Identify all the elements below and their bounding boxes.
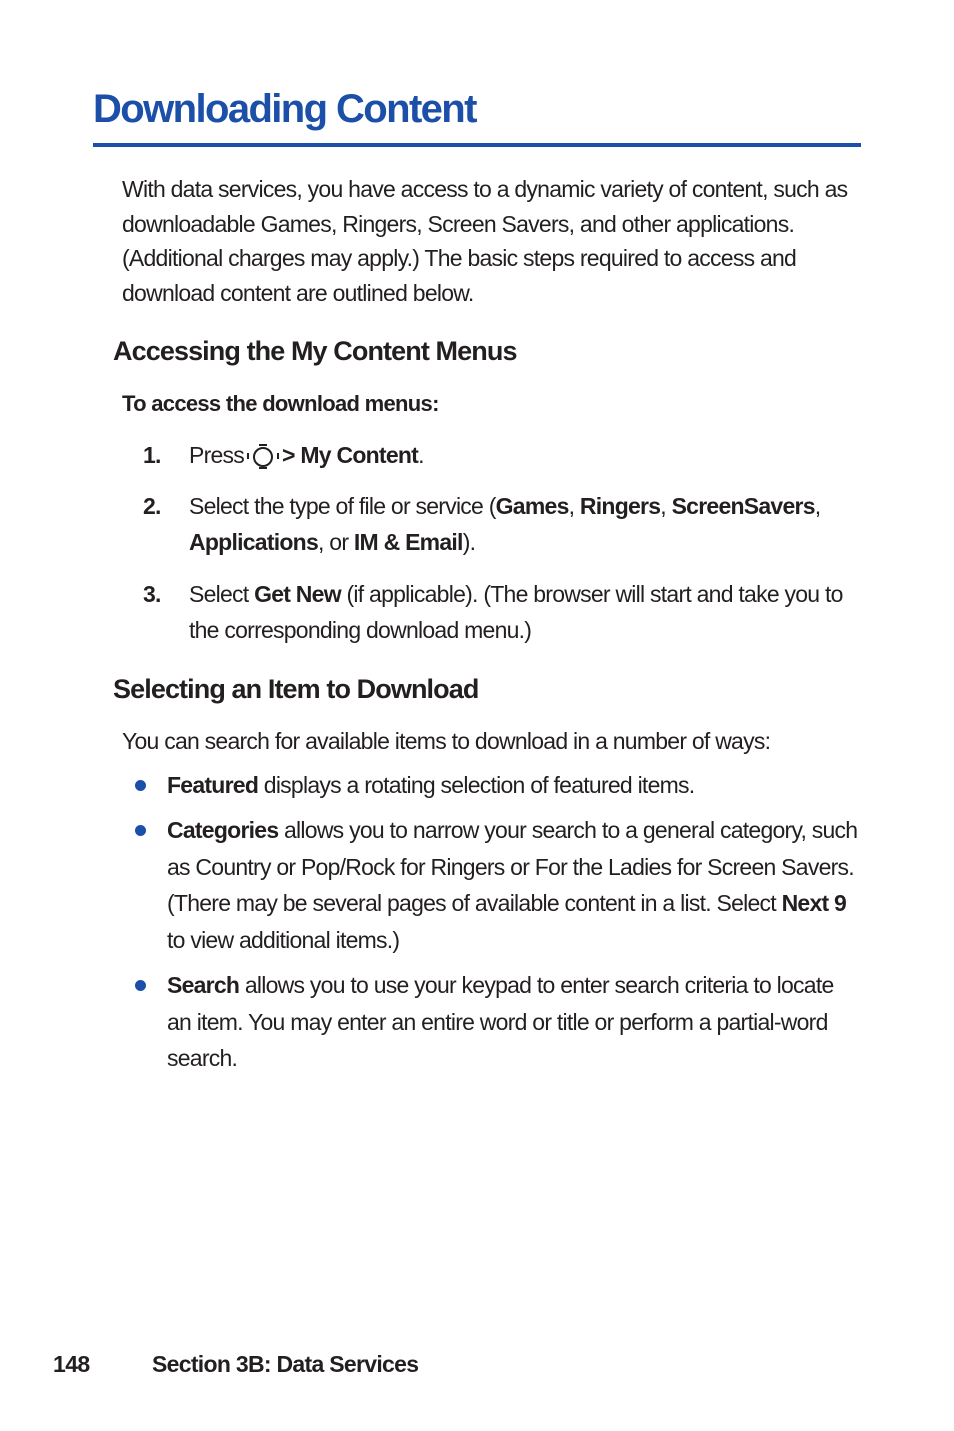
title-divider bbox=[93, 143, 861, 147]
step-number: 2. bbox=[143, 493, 161, 519]
step-text-part: (if applicable). (The browser will start and take you to the corresponding download menu.) bbox=[189, 581, 843, 643]
bullet-desc: displays a rotating selection of featured items. bbox=[258, 772, 695, 798]
step-1 bbox=[143, 437, 863, 473]
step-text bbox=[189, 437, 863, 473]
step-text-bold: > My Content bbox=[282, 442, 419, 468]
bullet-term: Next 9 bbox=[781, 890, 847, 916]
section2-intro: You can search for available items to download in a number of ways: bbox=[122, 728, 771, 754]
bullet-desc: to view additional items.) bbox=[167, 926, 400, 953]
step-text-part: , bbox=[568, 493, 580, 519]
bullet-categories bbox=[133, 812, 863, 958]
subheading-access-menus: To access the download menus: bbox=[122, 391, 439, 416]
step-text-bold: Get New bbox=[254, 581, 341, 607]
footer-section-title: Section 3B: Data Services bbox=[152, 1351, 419, 1377]
step-text-part: Press bbox=[189, 442, 245, 468]
step-text-part: , bbox=[814, 493, 821, 519]
bullet-term: Categories bbox=[167, 817, 279, 843]
bullet-search bbox=[133, 967, 863, 1077]
bullet-desc: allows you to use your keypad to enter search criteria to locate an item. You may enter an entire word or title or perform a partial-word search. bbox=[167, 972, 834, 1071]
bullet-featured bbox=[133, 767, 863, 804]
menu-key-icon bbox=[246, 443, 280, 469]
step-text-bold: IM & Email bbox=[353, 529, 463, 555]
step-text bbox=[189, 576, 863, 648]
bullet-text bbox=[167, 767, 863, 804]
step-text-part: Select bbox=[189, 581, 255, 607]
step-text-part: ). bbox=[462, 529, 476, 555]
bullet-icon bbox=[135, 825, 146, 836]
intro-paragraph: With data services, you have access to a dynamic variety of content, such as downloadable Games, Ringers, Screen Savers, and other applications. (Additional charges may apply.) The basic steps required to access and download content are outlined below. bbox=[122, 176, 848, 307]
bullet-term: Search bbox=[167, 972, 240, 998]
page-number: 148 bbox=[53, 1351, 90, 1377]
page-title: Downloading Content bbox=[93, 87, 476, 131]
step-text-bold: Applications bbox=[189, 529, 319, 555]
bullet-text bbox=[167, 812, 863, 958]
step-3 bbox=[143, 576, 863, 648]
section-heading-accessing: Accessing the My Content Menus bbox=[113, 336, 517, 366]
step-text-bold: ScreenSavers bbox=[671, 493, 815, 519]
bullet-icon bbox=[135, 980, 146, 991]
step-number: 1. bbox=[143, 442, 161, 468]
step-text bbox=[189, 488, 863, 560]
bullet-desc: allows you to narrow your search to a general category, such as Country or Pop/Rock for Ringers or For the Ladies for Screen Savers. (There may be several pages of available content in a list. Select bbox=[167, 817, 858, 916]
bullet-text bbox=[167, 967, 863, 1077]
bullet-icon bbox=[135, 780, 146, 791]
step-text-part: , bbox=[660, 493, 672, 519]
section-heading-selecting: Selecting an Item to Download bbox=[113, 674, 479, 704]
bullet-term: Featured bbox=[167, 772, 259, 798]
step-text-bold: Games bbox=[495, 493, 569, 519]
step-number: 3. bbox=[143, 581, 161, 607]
step-text-part: . bbox=[418, 442, 424, 468]
step-2 bbox=[143, 488, 863, 560]
step-text-part: Select the type of file or service ( bbox=[189, 493, 496, 519]
step-text-part: , or bbox=[318, 529, 354, 555]
step-text-bold: Ringers bbox=[579, 493, 661, 519]
